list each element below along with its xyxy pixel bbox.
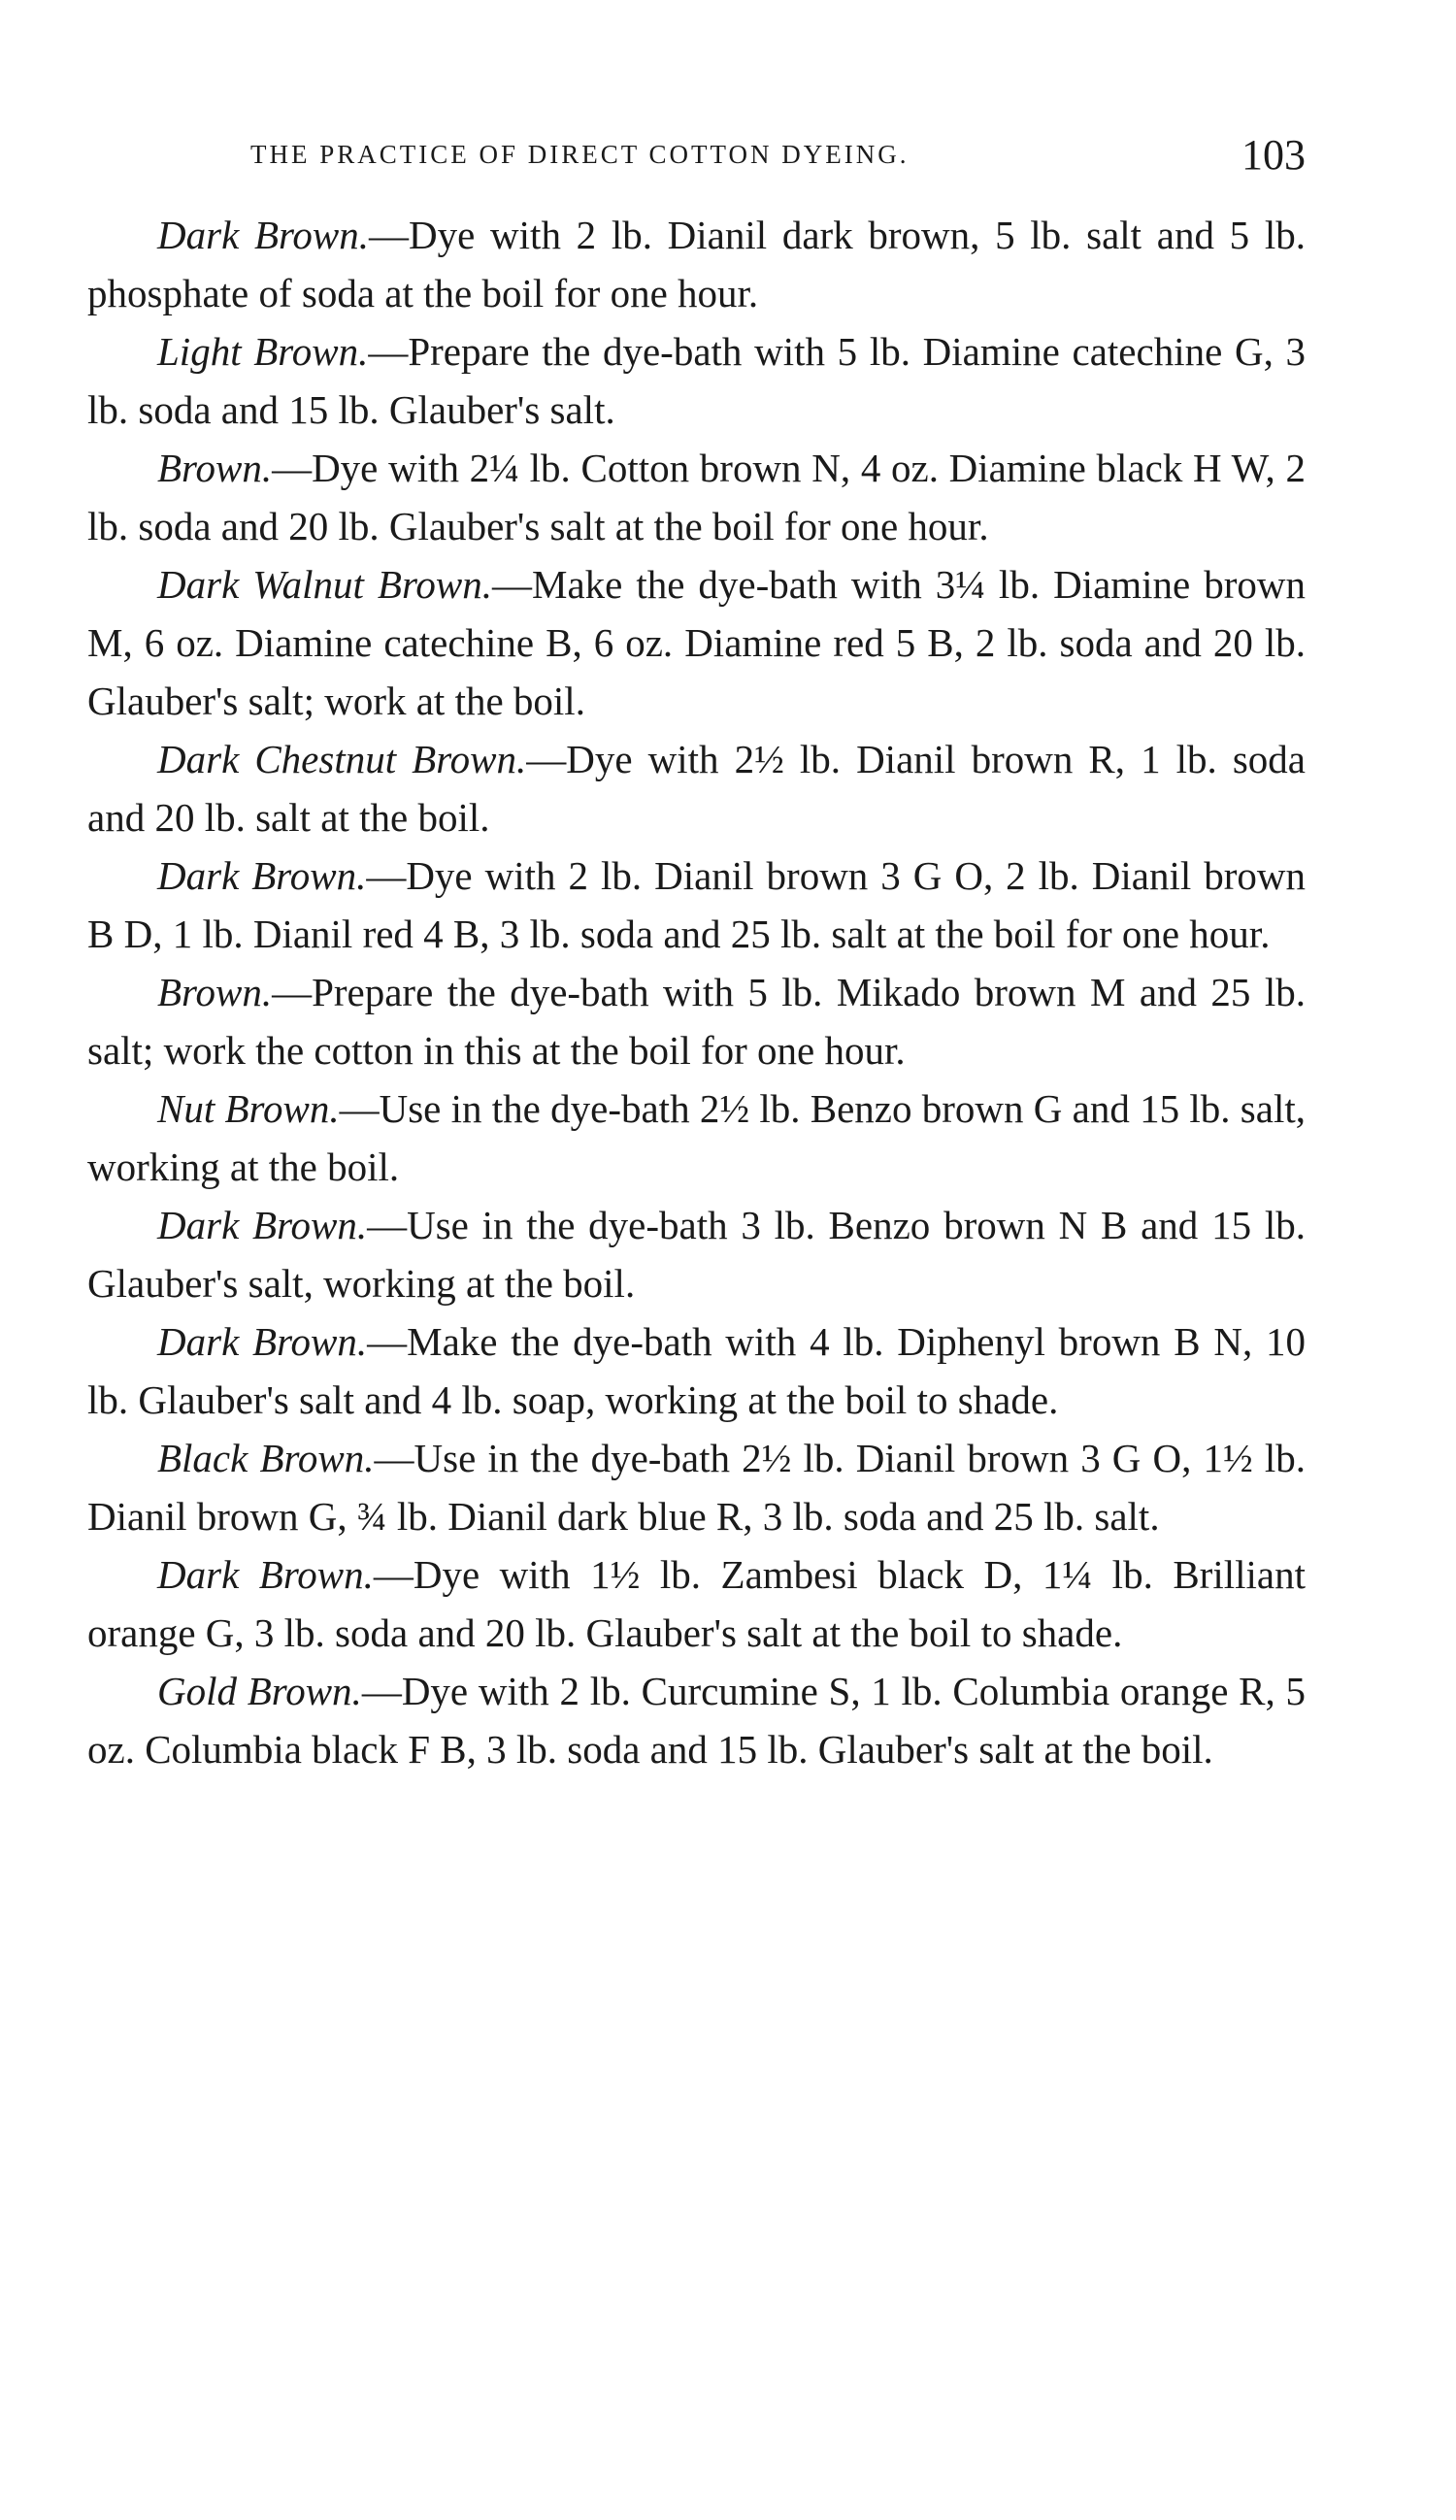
recipe-text: —Dye with 2½ lb. Dianil brown R, 1 lb. soda and 20 lb. salt at the boil. bbox=[87, 737, 1306, 840]
recipe-text: —Prepare the dye-bath with 5 lb. Mikado brown M and 25 lb. salt; work the cotton in this at the boil for one hour. bbox=[87, 970, 1306, 1073]
recipe-entry bbox=[87, 206, 1306, 322]
recipe-title: Light Brown. bbox=[157, 329, 369, 374]
recipe-entry bbox=[87, 1196, 1306, 1312]
running-title: THE PRACTICE OF DIRECT COTTON DYEING. bbox=[250, 140, 910, 169]
recipe-entry bbox=[87, 730, 1306, 846]
recipe-text: —Dye with 1½ lb. Zambesi black D, 1¼ lb. Brilliant orange G, 3 lb. soda and 20 lb. Glauber's salt at the boil to shade. bbox=[87, 1552, 1306, 1655]
recipe-entry bbox=[87, 322, 1306, 439]
recipe-text: —Dye with 2¼ lb. Cotton brown N, 4 oz. Diamine black H W, 2 lb. soda and 20 lb. Glauber's salt at the boil for one hour. bbox=[87, 446, 1306, 548]
recipe-entry bbox=[87, 846, 1306, 963]
recipe-title: Dark Brown. bbox=[157, 1319, 368, 1364]
recipe-entry bbox=[87, 1079, 1306, 1196]
recipe-title: Brown. bbox=[157, 970, 273, 1014]
recipe-title: Dark Chestnut Brown. bbox=[157, 737, 527, 781]
recipe-entry bbox=[87, 1662, 1306, 1778]
recipe-text: —Prepare the dye-bath with 5 lb. Diamine catechine G, 3 lb. soda and 15 lb. Glauber's salt. bbox=[87, 329, 1306, 432]
recipe-text: —Use in the dye-bath 2½ lb. Benzo brown G and 15 lb. salt, working at the boil. bbox=[87, 1086, 1306, 1189]
recipe-text: —Dye with 2 lb. Dianil dark brown, 5 lb. salt and 5 lb. phosphate of soda at the boil for one hour. bbox=[87, 213, 1306, 315]
recipe-entry bbox=[87, 1545, 1306, 1662]
recipe-text: —Make the dye-bath with 4 lb. Diphenyl brown B N, 10 lb. Glauber's salt and 4 lb. soap, working at the boil to shade. bbox=[87, 1319, 1307, 1422]
recipe-text: —Use in the dye-bath 3 lb. Benzo brown N B and 15 lb. Glauber's salt, working at the boil. bbox=[87, 1203, 1306, 1306]
recipe-title: Black Brown. bbox=[157, 1436, 375, 1480]
recipe-text: —Dye with 2 lb. Dianil brown 3 G O, 2 lb. Dianil brown B D, 1 lb. Dianil red 4 B, 3 lb. soda and 25 lb. salt at the boil for one hour. bbox=[87, 853, 1307, 956]
recipe-entry bbox=[87, 1312, 1306, 1429]
recipe-title: Dark Brown. bbox=[157, 853, 367, 898]
recipe-text: —Make the dye-bath with 3¼ lb. Diamine brown M, 6 oz. Diamine catechine B, 6 oz. Diamine red 5 B, 2 lb. soda and 20 lb. Glauber's salt; work at the boil. bbox=[87, 562, 1306, 723]
recipe-entry bbox=[87, 439, 1306, 555]
recipe-text: —Use in the dye-bath 2½ lb. Dianil brown 3 G O, 1½ lb. Dianil brown G, ¾ lb. Dianil dark blue R, 3 lb. soda and 25 lb. salt. bbox=[87, 1436, 1306, 1539]
recipe-title: Nut Brown. bbox=[157, 1086, 340, 1131]
recipe-entry bbox=[87, 1429, 1306, 1545]
recipe-text: —Dye with 2 lb. Curcumine S, 1 lb. Columbia orange R, 5 oz. Columbia black F B, 3 lb. soda and 15 lb. Glauber's salt at the boil. bbox=[87, 1669, 1306, 1772]
recipe-title: Dark Brown. bbox=[157, 213, 370, 257]
recipe-list bbox=[87, 206, 1306, 1778]
recipe-title: Dark Walnut Brown. bbox=[157, 562, 492, 607]
recipe-entry bbox=[87, 555, 1306, 730]
recipe-title: Dark Brown. bbox=[157, 1203, 368, 1247]
running-header bbox=[87, 130, 1306, 188]
recipe-title: Gold Brown. bbox=[157, 1669, 362, 1713]
recipe-title: Brown. bbox=[157, 446, 273, 490]
page-number: 103 bbox=[1241, 131, 1306, 179]
recipe-title: Dark Brown. bbox=[157, 1552, 374, 1597]
recipe-entry bbox=[87, 963, 1306, 1079]
